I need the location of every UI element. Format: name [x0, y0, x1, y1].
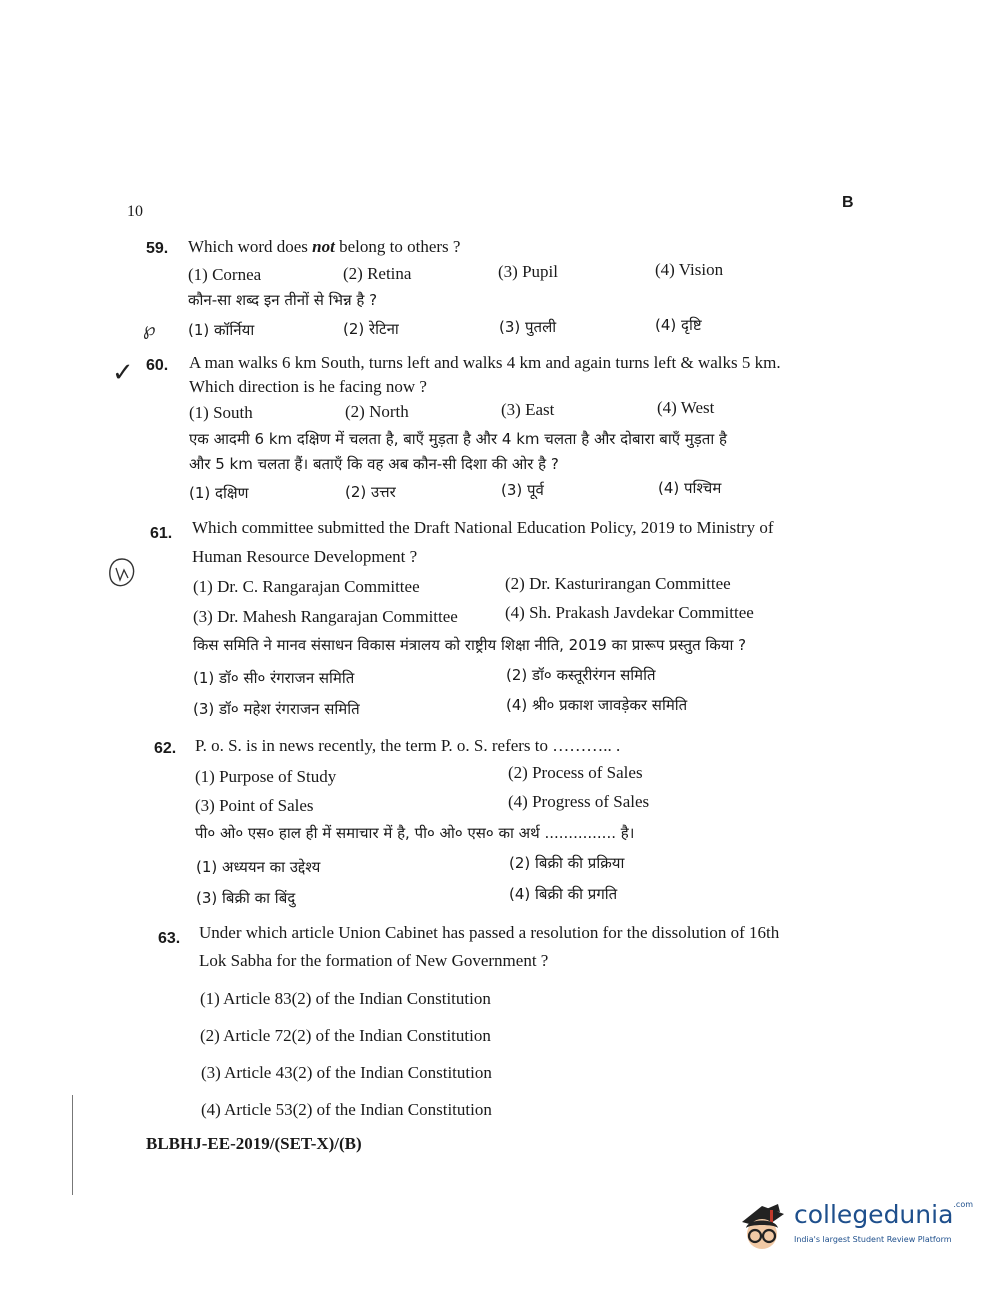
- handwritten-circle-mark: [106, 556, 138, 590]
- mascot-icon: [734, 1200, 790, 1254]
- question-text-part: belong to others ?: [334, 237, 461, 256]
- question-text-hindi: एक आदमी 6 km दक्षिण में चलता है, बाएँ मुड़ता है और 4 km चलता है और दोबारा बाएँ मुड़ता है: [189, 430, 727, 448]
- question-text-hindi: और 5 km चलता हैं। बताएँ कि वह अब कौन-सी दिशा की ओर है ?: [189, 455, 559, 473]
- option: (3) Dr. Mahesh Rangarajan Committee: [193, 607, 458, 626]
- scan-edge-line: [72, 1095, 73, 1195]
- paper-code: BLBHJ-EE-2019/(SET-X)/(B): [146, 1134, 362, 1153]
- brand-suffix: .com: [953, 1200, 974, 1209]
- option-hindi: (4) दृष्टि: [655, 316, 702, 334]
- question-text: [188, 237, 460, 257]
- option-hindi: (1) डॉ० सी० रंगराजन समिति: [193, 669, 355, 687]
- page-number: 10: [127, 203, 143, 220]
- option: (4) Sh. Prakash Javdekar Committee: [505, 603, 754, 622]
- brand-text: collegedunia: [794, 1200, 954, 1229]
- option-hindi: (3) पूर्व: [501, 481, 544, 499]
- question-text: Lok Sabha for the formation of New Government ?: [199, 951, 549, 970]
- option-hindi: (3) पुतली: [499, 318, 557, 336]
- option: (3) Article 43(2) of the Indian Constitution: [201, 1063, 492, 1082]
- option: (2) Dr. Kasturirangan Committee: [505, 574, 731, 593]
- question-text-part: Which word does: [188, 237, 313, 256]
- option: (4) Vision: [655, 260, 724, 279]
- option: (1) Dr. C. Rangarajan Committee: [193, 577, 420, 596]
- question-text: Human Resource Development ?: [192, 547, 418, 566]
- option-hindi: (2) बिक्री की प्रक्रिया: [509, 854, 625, 872]
- question-text-hindi: पी० ओ० एस० हाल ही में समाचार में है, पी० ओ० एस० का अर्थ ............... है।: [195, 824, 635, 842]
- question-emphasis: not: [312, 237, 335, 256]
- option: (4) Article 53(2) of the Indian Constitution: [201, 1100, 492, 1119]
- handwritten-tick: ✓: [112, 358, 134, 388]
- option: (1) Cornea: [188, 265, 262, 284]
- brand-name: [794, 1200, 973, 1229]
- option: (2) Article 72(2) of the Indian Constitution: [200, 1026, 491, 1045]
- question-text: A man walks 6 km South, turns left and walks 4 km and again turns left & walks 5 km.: [189, 353, 781, 372]
- option-hindi: (2) डॉ० कस्तूरीरंगन समिति: [506, 666, 656, 684]
- option: (2) North: [345, 402, 409, 421]
- option-hindi: (2) रेटिना: [343, 320, 399, 338]
- question-text: Which committee submitted the Draft National Education Policy, 2019 to Ministry of: [192, 518, 774, 537]
- option-hindi: (1) कॉर्निया: [188, 321, 255, 339]
- collegedunia-watermark: [734, 1196, 974, 1260]
- option-hindi: (3) बिक्री का बिंदु: [196, 889, 296, 907]
- set-letter: B: [842, 194, 854, 211]
- question-number: 60.: [146, 357, 169, 374]
- handwritten-mark: ℘: [143, 319, 156, 340]
- option-hindi: (3) डॉ० महेश रंगराजन समिति: [193, 700, 360, 718]
- option-hindi: (2) उत्तर: [345, 483, 396, 501]
- question-text-hindi: किस समिति ने मानव संसाधन विकास मंत्रालय को राष्ट्रीय शिक्षा नीति, 2019 का प्रारूप प्रस्तुत किया ?: [193, 636, 747, 654]
- option: (2) Process of Sales: [508, 763, 643, 782]
- question-number: 63.: [158, 930, 181, 947]
- question-number: 62.: [154, 740, 177, 757]
- option: (4) West: [657, 398, 715, 417]
- question-text: P. o. S. is in news recently, the term P. o. S. refers to ……….. .: [195, 736, 621, 755]
- question-number: 59.: [146, 240, 169, 257]
- option-hindi: (1) दक्षिण: [189, 484, 249, 502]
- option: (1) Article 83(2) of the Indian Constitution: [200, 989, 491, 1008]
- option: (4) Progress of Sales: [508, 792, 650, 811]
- option-hindi: (1) अध्ययन का उद्देश्य: [196, 858, 321, 876]
- option: (3) Point of Sales: [195, 796, 314, 815]
- question-text: Which direction is he facing now ?: [189, 377, 427, 396]
- option-hindi: (4) श्री० प्रकाश जावड़ेकर समिति: [506, 696, 688, 714]
- option: (1) South: [189, 403, 253, 422]
- option-hindi: (4) पश्चिम: [658, 479, 722, 497]
- option-hindi: (4) बिक्री की प्रगति: [509, 885, 618, 903]
- option: (3) East: [501, 400, 555, 419]
- question-number: 61.: [150, 525, 173, 542]
- question-text: Under which article Union Cabinet has passed a resolution for the dissolution of 16th: [199, 923, 780, 942]
- question-text-hindi: कौन-सा शब्द इन तीनों से भिन्न है ?: [188, 291, 378, 309]
- option: (3) Pupil: [498, 262, 558, 281]
- option: (2) Retina: [343, 264, 412, 283]
- brand-tagline: India's largest Student Review Platform: [794, 1235, 952, 1244]
- option: (1) Purpose of Study: [195, 767, 337, 786]
